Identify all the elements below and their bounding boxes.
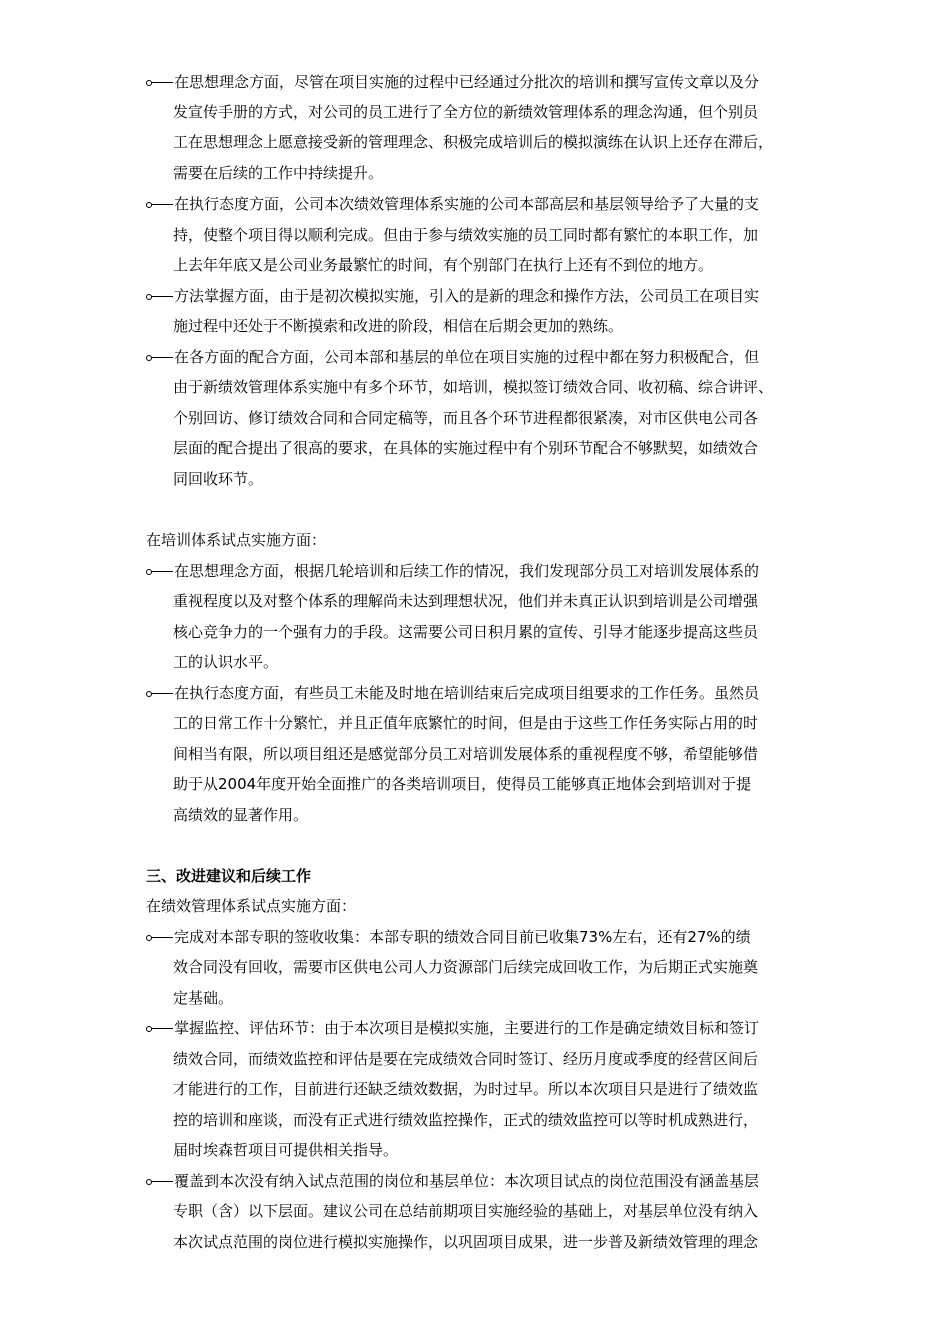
bullet-dash-icon [146, 194, 174, 214]
text-line: 助于从2004年度开始全面推广的各类培训项目，使得员工能够真正地体会到培训对于提 [173, 775, 752, 793]
text-line: 效合同没有回收，需要市区供电公司人力资源部门后续完成回收工作，为后期正式实施奠 [173, 958, 759, 976]
text-line: 需要在后续的工作中持续提升。 [173, 164, 384, 182]
text-line: 上去年年底又是公司业务最繁忙的时间，有个别部门在执行上还有不到位的地方。 [173, 256, 714, 274]
text-line: 工的认识水平。 [173, 653, 279, 671]
bullet-dash-icon [146, 72, 174, 92]
list-item: 在执行态度方面，公司本次绩效管理体系实施的公司本部高层和基层领导给予了大量的支 [146, 194, 759, 214]
section-intro: 在绩效管理体系试点实施方面： [146, 897, 357, 915]
bullet-dash-icon [146, 347, 174, 367]
text-line: 本次试点范围的岗位进行模拟实施操作，以巩固项目成果，进一步普及新绩效管理的理念 [173, 1233, 759, 1251]
text-line: 由于新绩效管理体系实施中有多个环节，如培训，模拟签订绩效合同、收初稿、综合讲评、 [173, 378, 774, 396]
text-line: 施过程中还处于不断摸索和改进的阶段，相信在后期会更加的熟练。 [173, 317, 624, 335]
text-line: 核心竞争力的一个强有力的手段。这需要公司日积月累的宣传、引导才能逐步提高这些员 [173, 623, 759, 641]
bullet-dash-icon [146, 561, 174, 581]
section-heading: 三、改进建议和后续工作 [146, 867, 312, 885]
list-item: 在各方面的配合方面，公司本部和基层的单位在项目实施的过程中都在努力积极配合，但 [146, 347, 759, 367]
list-item: 在思想理念方面，尽管在项目实施的过程中已经通过分批次的培训和撰写宣传文章以及分 [146, 72, 759, 92]
list-item: 在思想理念方面，根据几轮培训和后续工作的情况，我们发现部分员工对培训发展体系的 [146, 561, 759, 581]
list-item: 覆盖到本次没有纳入试点范围的岗位和基层单位：本次项目试点的岗位范围没有涵盖基层 [146, 1171, 759, 1191]
list-item: 掌握监控、评估环节：由于本次项目是模拟实施，主要进行的工作是确定绩效目标和签订 [146, 1018, 759, 1038]
section-intro: 在培训体系试点实施方面： [146, 531, 327, 549]
text-line: 发宣传手册的方式，对公司的员工进行了全方位的新绩效管理体系的理念沟通，但个别员 [173, 103, 759, 121]
text-line: 控的培训和座谈，而没有正式进行绩效监控操作，正式的绩效监控可以等时机成熟进行， [173, 1111, 759, 1129]
text-line: 重视程度以及对整个体系的理解尚未达到理想状况，他们并未真正认识到培训是公司增强 [173, 592, 759, 610]
text-line: 定基础。 [173, 989, 234, 1007]
bullet-dash-icon [146, 927, 174, 947]
bullet-dash-icon [146, 1018, 174, 1038]
text-line: 才能进行的工作，目前进行还缺乏绩效数据，为时过早。所以本次项目只是进行了绩效监 [173, 1080, 759, 1098]
text-line: 间相当有限，所以项目组还是感觉部分员工对培训发展体系的重视程度不够，希望能够借 [173, 745, 759, 763]
text-line: 专职（含）以下层面。建议公司在总结前期项目实施经验的基础上，对基层单位没有纳入 [173, 1202, 759, 1220]
list-item: 完成对本部专职的签收收集：本部专职的绩效合同目前已收集73%左右，还有27%的绩 [146, 927, 751, 947]
list-item: 在执行态度方面，有些员工未能及时地在培训结束后完成项目组要求的工作任务。虽然员 [146, 683, 759, 703]
text-line: 高绩效的显著作用。 [173, 806, 309, 824]
text-line: 层面的配合提出了很高的要求，在具体的实施过程中有个别环节配合不够默契，如绩效合 [173, 439, 759, 457]
text-line: 绩效合同，而绩效监控和评估是要在完成绩效合同时签订、经历月度或季度的经营区间后 [173, 1050, 759, 1068]
bullet-dash-icon [146, 286, 174, 306]
text-line: 同回收环节。 [173, 470, 264, 488]
text-line: 个别回访、修订绩效合同和合同定稿等，而且各个环节进程都很紧凑，对市区供电公司各 [173, 409, 759, 427]
bullet-dash-icon [146, 683, 174, 703]
list-item: 方法掌握方面，由于是初次模拟实施，引入的是新的理念和操作方法，公司员工在项目实 [146, 286, 759, 306]
text-line: 工在思想理念上愿意接受新的管理理念、积极完成培训后的模拟演练在认识上还存在滞后， [173, 133, 774, 151]
text-line: 届时埃森哲项目可提供相关指导。 [173, 1141, 399, 1159]
text-line: 工的日常工作十分繁忙，并且正值年底繁忙的时间，但是由于这些工作任务实际占用的时 [173, 714, 759, 732]
text-line: 持，使整个项目得以顺利完成。但由于参与绩效实施的员工同时都有繁忙的本职工作，加 [173, 226, 759, 244]
bullet-dash-icon [146, 1171, 174, 1191]
